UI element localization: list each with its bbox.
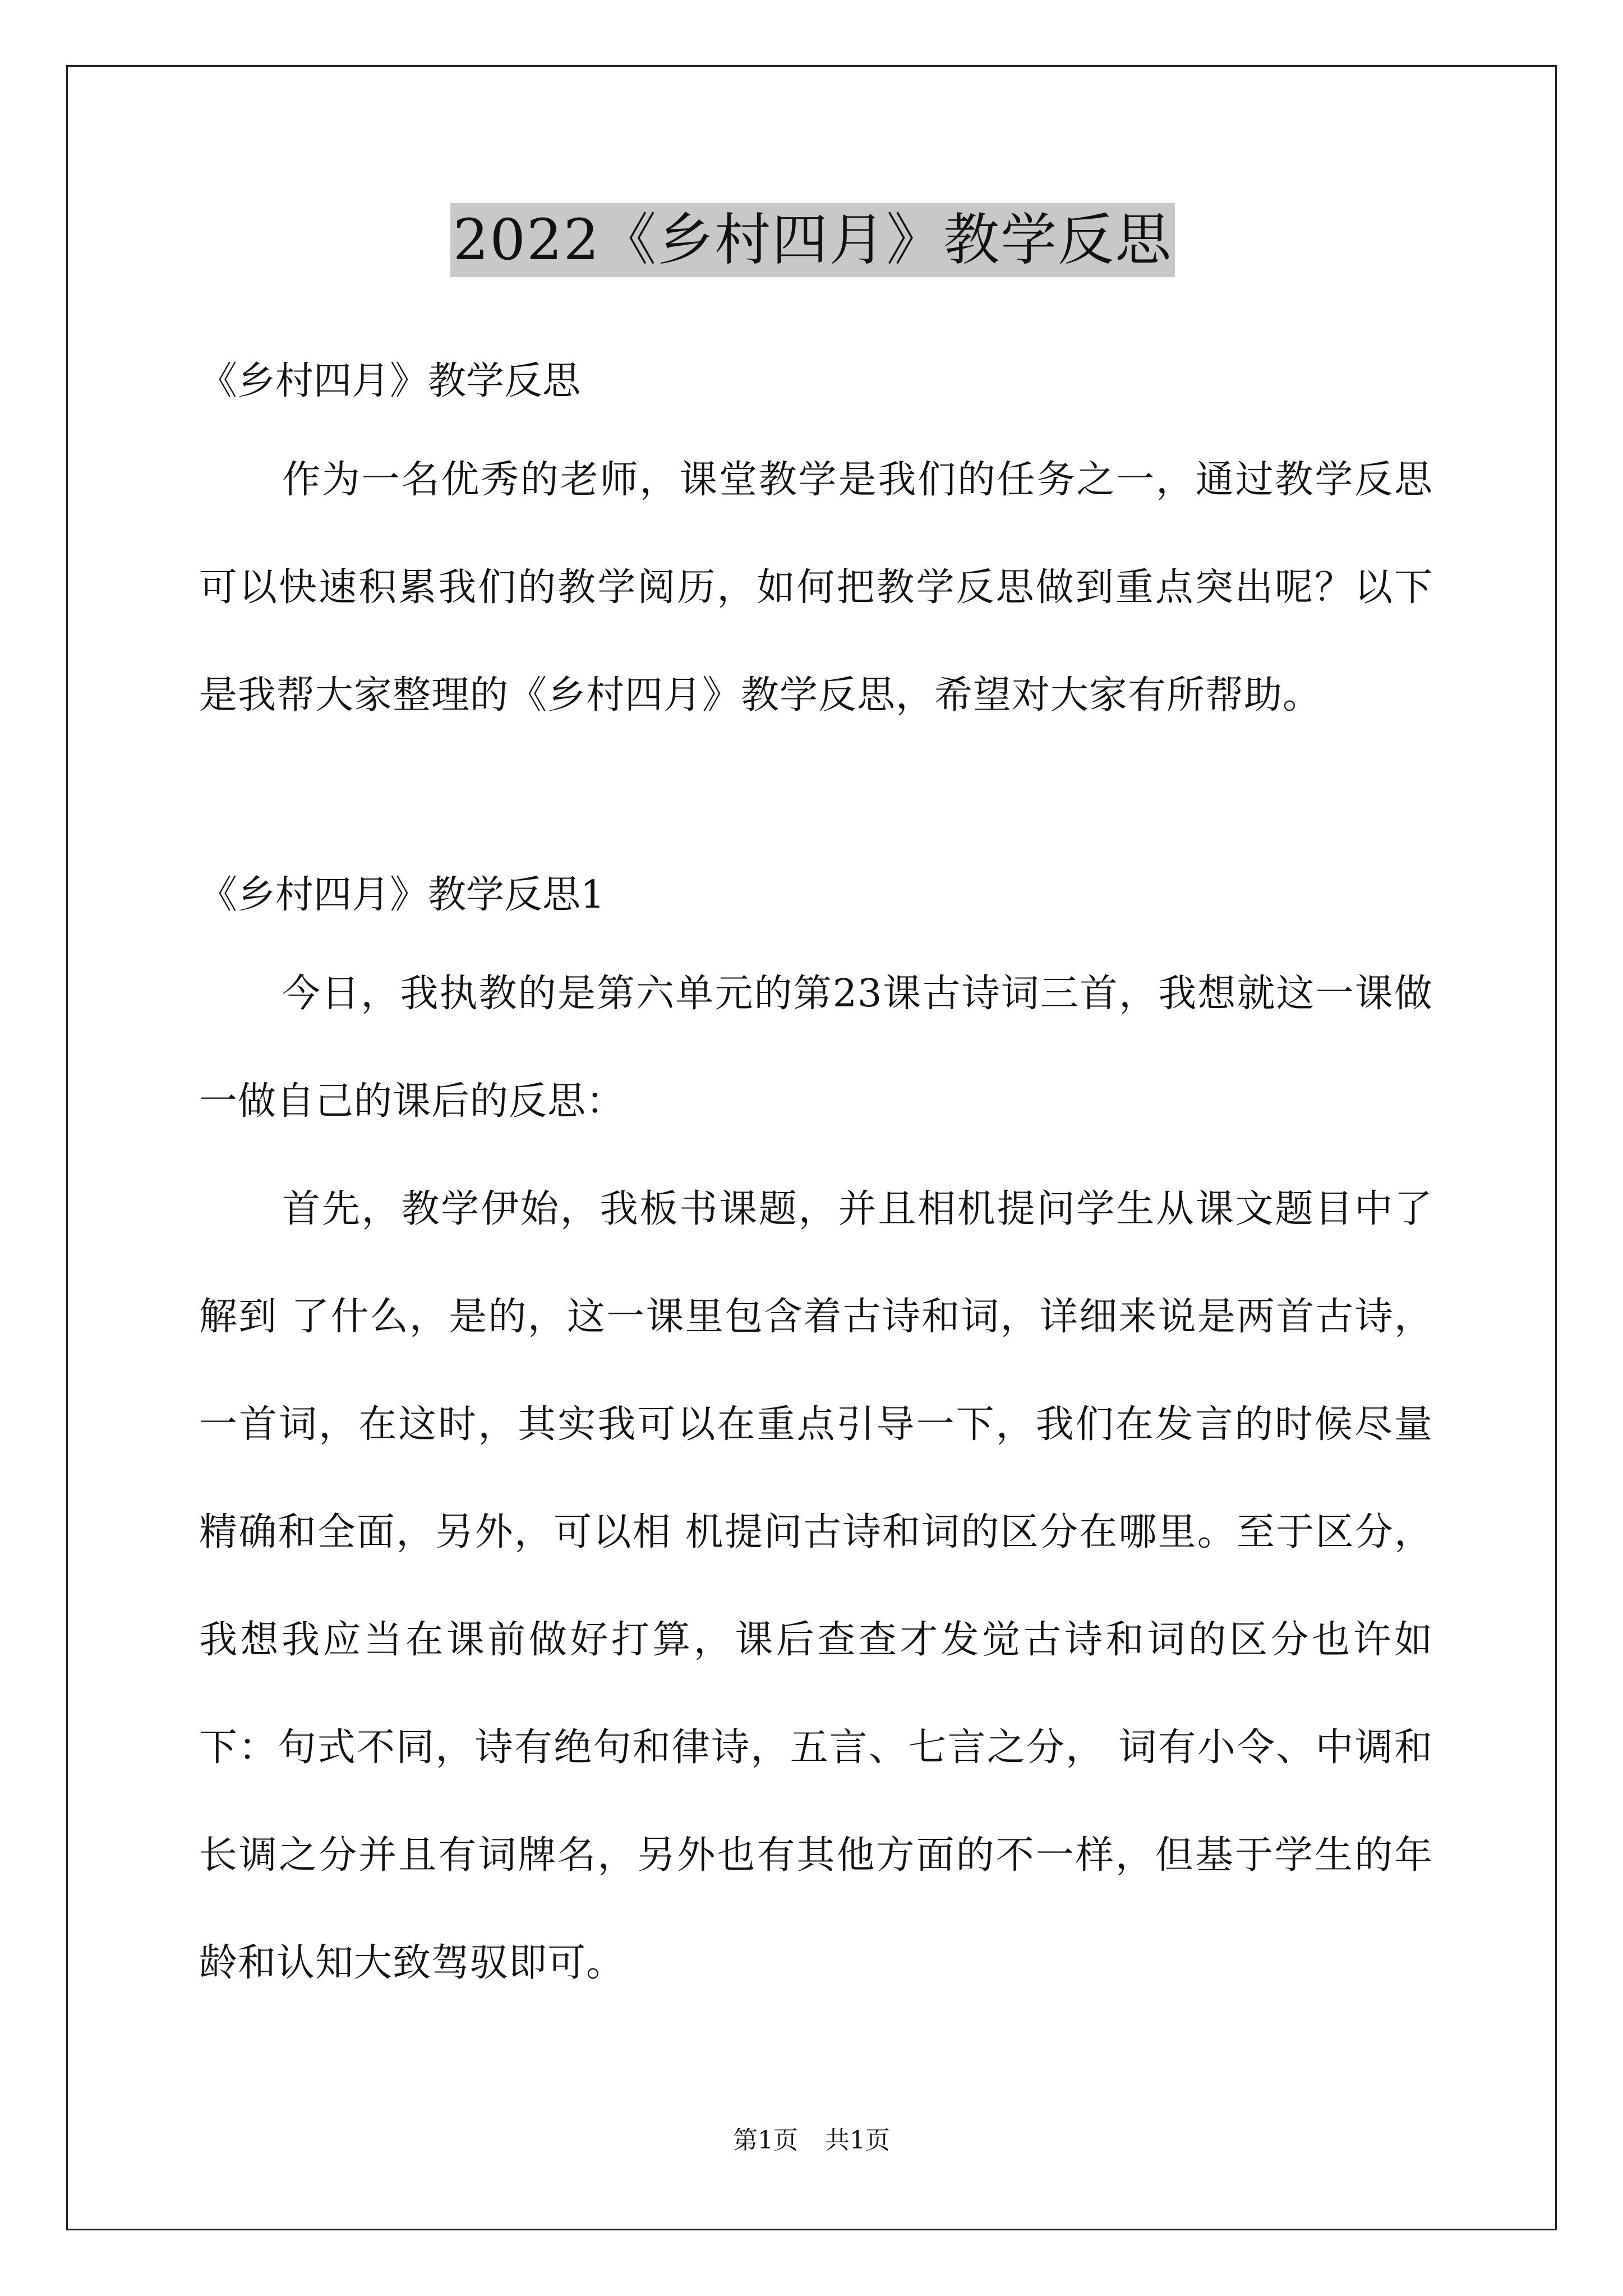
body-paragraph: 首先，教学伊始，我板书课题，并且相机提问学生从课文题目中了解到 了什么，是的，这一课里包含着古诗和词，详细来说是两首古诗，一首词，在这时，其实我可以在重点引导一下，我们在发言的时候尽量精确和全面，另外，可以相 机提问古诗和词的区分在哪里。至于区分，我想我应当在课前做好打算，课后查查才发觉古诗和词的区分也许如下：句式不同，诗有绝句和律诗，五言、七言之分， 词有小令、中调和长调之分并且有词牌名，另外也有其他方面的不一样，但基于学生的年龄和认知大致驾驭即可。 xyxy=(199,1187,1433,1985)
intro-paragraph: 作为一名优秀的老师，课堂教学是我们的任务之一，通过教学反思可以快速积累我们的教学阅历，如何把教学反思做到重点突出呢？以下是我帮大家整理的《乡村四月》教学反思，希望对大家有所帮助。 xyxy=(199,458,1433,717)
page-number: 第1页 xyxy=(733,2126,798,2155)
page-footer xyxy=(0,2124,1623,2157)
document-subtitle: 《乡村四月》教学反思 xyxy=(199,359,581,403)
page-total: 共1页 xyxy=(825,2126,890,2155)
document-body xyxy=(199,337,1433,2017)
body-paragraph: 今日，我执教的是第六单元的第23课古诗词三首，我想就这一课做一做自己的课后的反思： xyxy=(199,972,1433,1124)
section-heading: 《乡村四月》教学反思1 xyxy=(199,873,605,917)
document-title: 2022《乡村四月》教学反思 xyxy=(450,203,1175,277)
